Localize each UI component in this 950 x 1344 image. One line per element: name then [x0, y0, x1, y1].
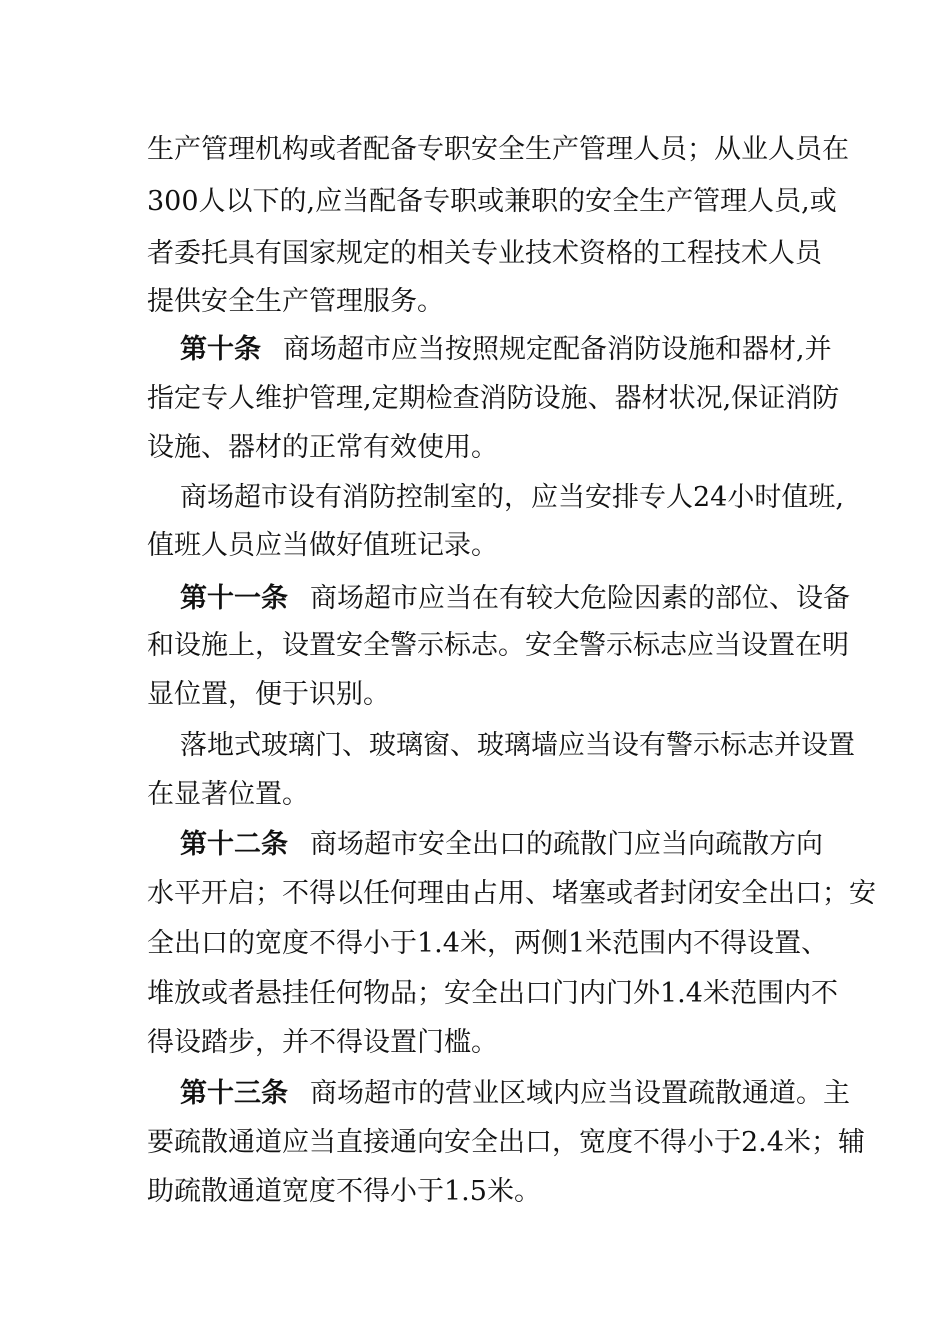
text-line: 商场超市设有消防控制室的，应当安排专人24小时值班, [180, 482, 844, 513]
text-line: 生产管理机构或者配备专职安全生产管理人员；从业人员在 [147, 134, 849, 165]
article-heading: 第十二条 [180, 829, 288, 860]
text-line: 商场超市的营业区域内应当设置疏散通道。主 [310, 1078, 850, 1109]
article-heading: 第十条 [180, 334, 261, 365]
text-line: 商场超市安全出口的疏散门应当向疏散方向 [310, 829, 823, 860]
text-line: 者委托具有国家规定的相关专业技术资格的工程技术人员 [147, 238, 822, 269]
article-12-first-line [180, 819, 823, 871]
text-line: 提供安全生产管理服务。 [147, 286, 444, 317]
article-heading: 第十一条 [180, 583, 288, 614]
text-line: 商场超市应当按照规定配备消防设施和器材,并 [283, 334, 832, 365]
article-13-first-line [180, 1068, 850, 1120]
text-line: 堆放或者悬挂任何物品；安全出口门内门外1.4米范围内不 [147, 978, 838, 1009]
article-heading: 第十三条 [180, 1078, 288, 1109]
text-line: 落地式玻璃门、玻璃窗、玻璃墙应当设有警示标志并设置 [180, 730, 855, 761]
text-line: 300人以下的,应当配备专职或兼职的安全生产管理人员,或 [147, 186, 837, 217]
text-line: 商场超市应当在有较大危险因素的部位、设备 [310, 583, 850, 614]
text-line: 要疏散通道应当直接通向安全出口，宽度不得小于2.4米；辅 [147, 1127, 865, 1158]
article-11-first-line [180, 573, 850, 625]
text-line: 水平开启；不得以任何理由占用、堵塞或者封闭安全出口；安 [147, 878, 876, 909]
text-line: 助疏散通道宽度不得小于1.5米。 [147, 1176, 541, 1207]
text-line: 设施、器材的正常有效使用。 [147, 432, 498, 463]
text-line: 在显著位置。 [147, 779, 309, 810]
article-10-first-line [180, 324, 832, 376]
text-line: 显位置，便于识别。 [147, 679, 390, 710]
text-line: 全出口的宽度不得小于1.4米，两侧1米范围内不得设置、 [147, 928, 829, 959]
text-line: 值班人员应当做好值班记录。 [147, 530, 498, 561]
text-line: 得设踏步，并不得设置门槛。 [147, 1027, 498, 1058]
text-line: 和设施上，设置安全警示标志。安全警示标志应当设置在明 [147, 630, 849, 661]
text-line: 指定专人维护管理,定期检查消防设施、器材状况,保证消防 [147, 383, 840, 414]
